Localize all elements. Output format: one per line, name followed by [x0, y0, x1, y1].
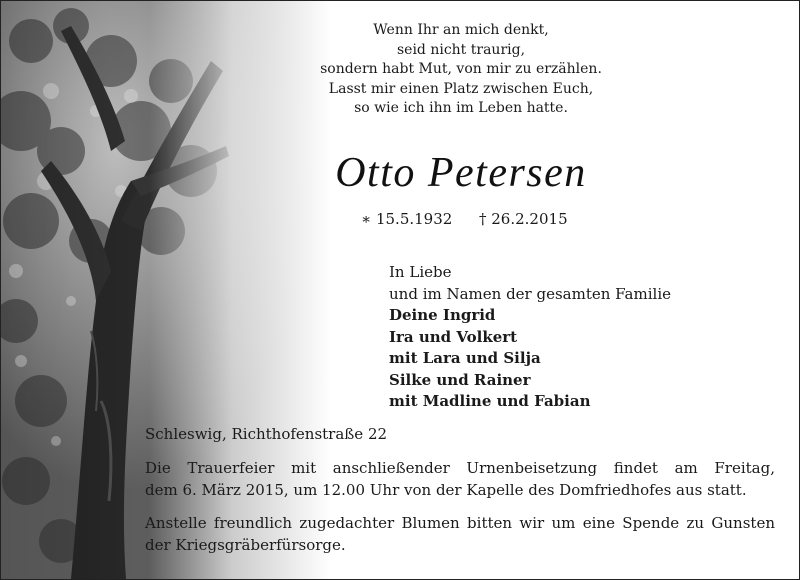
death-date: † 26.2.2015	[479, 210, 568, 228]
family-intro-line: und im Namen der gesamten Familie	[389, 284, 671, 303]
poem-line: Lasst mir einen Platz zwischen Euch,	[328, 80, 594, 97]
mourner-name: Deine Ingrid	[389, 306, 496, 324]
mourner-name: mit Lara und Silja	[389, 349, 541, 367]
mourner-name: Ira und Volkert	[389, 327, 518, 346]
poem	[301, 21, 621, 119]
service-line: dem 6. März 2015, um 12.00 Uhr von der Kapelle des Domfriedhofes aus statt.	[145, 480, 747, 499]
family-intro-line: In Liebe	[389, 263, 452, 281]
donation-line: Anstelle freundlich zugedachter Blumen bitten wir um eine Spende zu Gunsten	[145, 514, 775, 532]
donation-line: der Kriegsgräberfürsorge.	[145, 535, 346, 554]
service-info	[145, 458, 775, 501]
poem-line: seid nicht traurig,	[396, 41, 526, 58]
address: Schleswig, Richthofenstraße 22	[145, 425, 388, 443]
mourner-name: mit Madline und Fabian	[389, 392, 591, 410]
deceased-name: Otto Petersen	[335, 150, 587, 196]
mourner-name: Silke und Rainer	[389, 370, 531, 389]
donation-info	[145, 513, 775, 556]
service-line: Die Trauerfeier mit anschließender Urnenbeisetzung findet am Freitag,	[145, 459, 775, 477]
poem-line: Wenn Ihr an mich denkt,	[373, 22, 549, 38]
family-signature	[389, 262, 671, 413]
poem-line: so wie ich ihn im Leben hatte.	[354, 100, 568, 116]
poem-line: sondern habt Mut, von mir zu erzählen.	[320, 61, 602, 77]
birth-date: ∗ 15.5.1932	[361, 210, 453, 228]
